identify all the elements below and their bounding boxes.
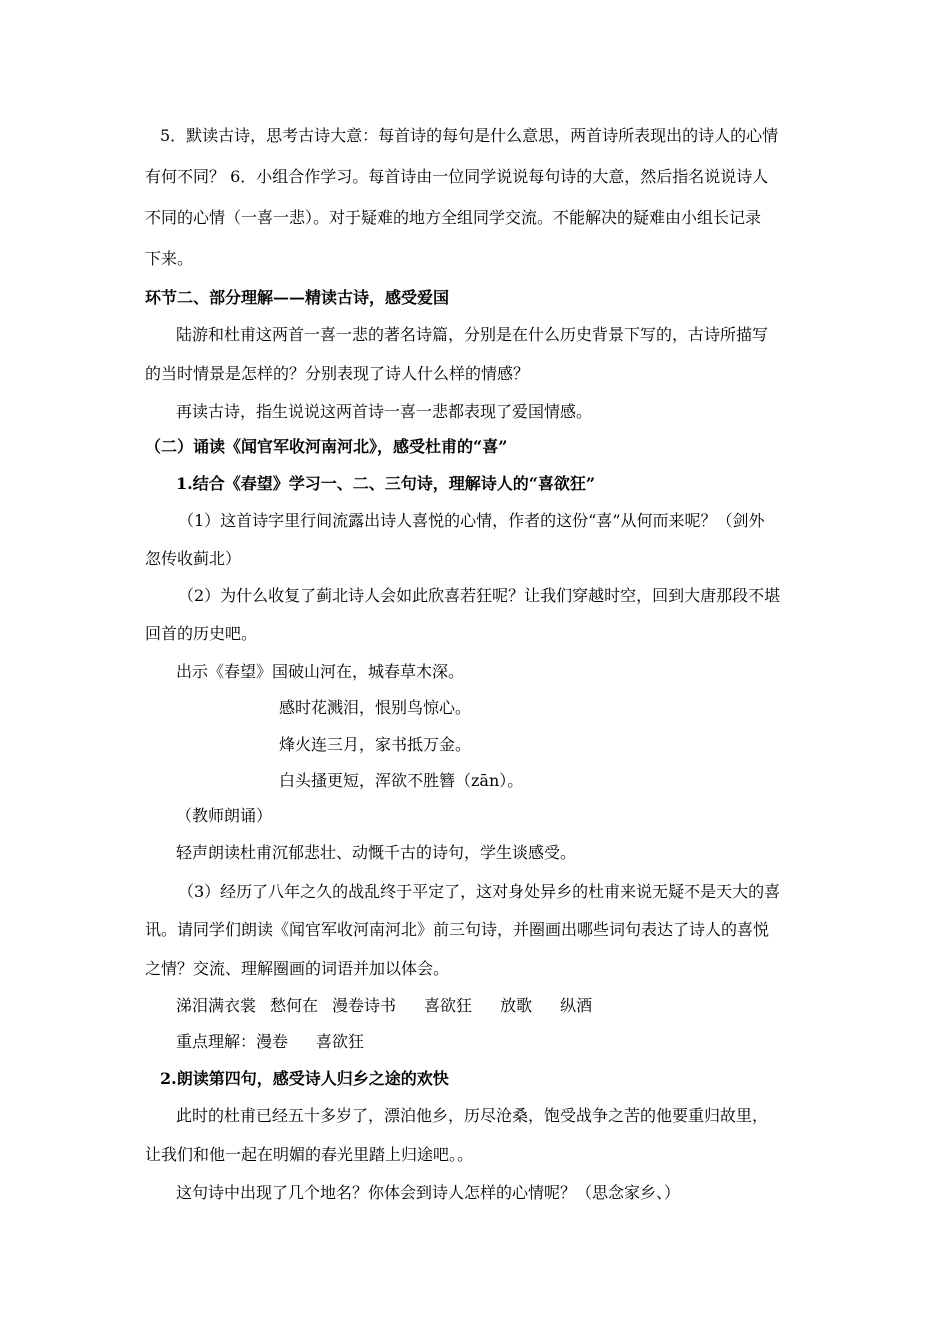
paragraph-line: 5．默读古诗，思考古诗大意：每首诗的每句是什么意思，两首诗所表现出的诗人的心情 [160, 126, 779, 145]
key-word: 漫卷诗书 [332, 996, 397, 1015]
paragraph-line: 陆游和杜甫这两首一喜一悲的著名诗篇，分别是在什么历史背景下写的，古诗所描写 [176, 325, 769, 344]
subsection-heading: 1.结合《春望》学习一、二、三句诗，理解诗人的“喜欲狂” [176, 474, 596, 493]
key-focus-line [176, 1032, 364, 1052]
paragraph-line: （3）经历了八年之久的战乱终于平定了，这对身处异乡的杜甫来说无疑不是天大的喜 [178, 882, 781, 901]
key-words-line [176, 996, 592, 1016]
key-word: 纵酒 [560, 996, 593, 1015]
paragraph-line: 此时的杜甫已经五十多岁了，漂泊他乡，历尽沧桑，饱受战争之苦的他要重归故里， [176, 1106, 769, 1125]
subsection-heading: 2.朗读第四句，感受诗人归乡之途的欢快 [160, 1069, 449, 1088]
paragraph-line: 之情？交流、理解圈画的词语并加以体会。 [145, 959, 450, 978]
key-word: 放歌 [500, 996, 533, 1015]
paragraph-line: 的当时情景是怎样的？分别表现了诗人什么样的情感？ [145, 364, 530, 383]
paragraph-line: 再读古诗，指生说说这两首诗一喜一悲都表现了爱国情感。 [176, 402, 593, 421]
paragraph-line: 不同的心情（一喜一悲）。对于疑难的地方全组同学交流。不能解决的疑难由小组长记录 [145, 208, 762, 227]
paragraph-line: （教师朗诵） [176, 806, 273, 825]
key-word: 愁何在 [270, 996, 319, 1015]
key-word: 涕泪满衣裳 [176, 996, 257, 1015]
paragraph-line: 下来。 [145, 249, 194, 268]
section-heading: （二）诵读《闻官军收河南河北》，感受杜甫的“喜” [145, 437, 508, 456]
paragraph-line: 回首的历史吧。 [145, 624, 258, 643]
paragraph-line: （2）为什么收复了蓟北诗人会如此欣喜若狂呢？让我们穿越时空，回到大唐那段不堪 [178, 586, 781, 605]
paragraph-line: 有何不同？ 6．小组合作学习。每首诗由一位同学说说每句诗的大意，然后指名说说诗人 [145, 167, 769, 186]
paragraph-line: 轻声朗读杜甫沉郁悲壮、动慨千古的诗句，学生谈感受。 [176, 843, 577, 862]
key-focus-label: 重点理解：漫卷 [176, 1032, 289, 1051]
paragraph-line: （1）这首诗字里行间流露出诗人喜悦的心情，作者的这份“喜”从何而来呢？（剑外 [178, 511, 765, 530]
section-heading: 环节二、部分理解——精读古诗，感受爱国 [145, 288, 450, 307]
key-word: 喜欲狂 [316, 1032, 365, 1051]
poem-line: 烽火连三月，家书抵万金。 [279, 735, 472, 754]
poem-line: 白头搔更短，浑欲不胜簪（zān）。 [279, 771, 524, 790]
key-word: 喜欲狂 [424, 996, 473, 1015]
paragraph-line: 让我们和他一起在明媚的春光里踏上归途吧。。 [145, 1145, 474, 1164]
paragraph-line: 忽传收蓟北） [145, 549, 242, 568]
paragraph-line: 这句诗中出现了几个地名？你体会到诗人怎样的心情呢？（思念家乡、） [176, 1183, 681, 1202]
poem-line: 感时花溅泪，恨别鸟惊心。 [279, 698, 472, 717]
poem-line: 出示《春望》国破山河在，城春草木深。 [176, 662, 465, 681]
paragraph-line: 讯。请同学们朗读《闻官军收河南河北》前三句诗，并圈画出哪些词句表达了诗人的喜悦 [145, 920, 770, 939]
